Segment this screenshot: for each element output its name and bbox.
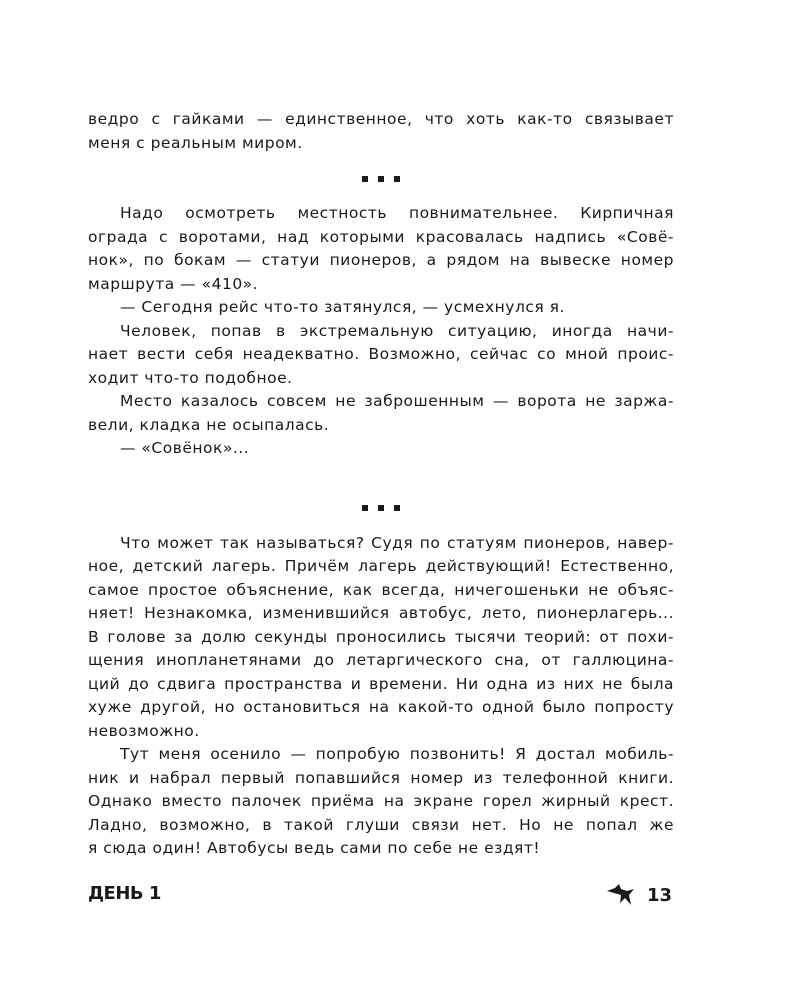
text-line: ходит что-то подобное.: [88, 368, 293, 387]
spacer: [88, 461, 674, 485]
text-line: я сюда один! Автобусы ведь сами по себе не ездят!: [88, 839, 541, 857]
text-line: Тут меня осенило — попробую позвонить! Я достал мобиль-: [120, 745, 674, 763]
section-separator: [88, 485, 674, 532]
text-line: ведро с гайками — единственное, что хоть как-то связывает: [88, 110, 674, 128]
separator-dot: [362, 176, 368, 182]
separator-dot: [394, 176, 400, 182]
text-line: маршрута — «410».: [88, 274, 259, 293]
text-line: Ладно, возможно, в такой глуши связи нет. Но не попал же: [88, 815, 674, 834]
text-line: Что может так называться? Судя по статуям пионеров, навер-: [120, 533, 674, 552]
text-line: няет! Незнакомка, изменившийся автобус, лето, пионерлагерь...: [88, 604, 674, 622]
page-number: 13: [646, 884, 672, 906]
text-line: Место казалось совсем не заброшенным — ворота не заржа-: [120, 392, 674, 410]
text-line: самое простое объяснение, как всегда, ничегошеньки не объяс-: [88, 580, 674, 599]
text-line: ное, детский лагерь. Причём лагерь действующий! Естественно,: [88, 557, 674, 575]
chapter-title: ДЕНЬ 1: [88, 883, 161, 904]
text-line: щения инопланетянами до летаргического сна, от галлюцина-: [88, 651, 674, 669]
owl-icon: [605, 883, 637, 907]
text-line: хуже другой, но остановиться на какой-то одной было попросту: [88, 698, 674, 716]
page-footer: [88, 880, 672, 910]
section-separator: [88, 155, 674, 202]
page-number-group: [605, 883, 672, 907]
page-body: [88, 108, 674, 861]
separator-dot: [378, 176, 384, 182]
text-line: нает вести себя неадекватно. Возможно, сейчас со мной проис-: [88, 345, 674, 363]
text-line: ник и набрал первый попавшийся номер из телефонной книги.: [88, 768, 674, 787]
text-line: Надо осмотреть местность повнимательнее. Кирпичная: [120, 204, 674, 222]
text-line: нок», по бокам — статуи пионеров, а рядом на вывеске номер: [88, 251, 674, 269]
text-line: вели, кладка не осыпалась.: [88, 415, 330, 434]
text-line: ограда с воротами, над которыми красовалась надпись «Совё-: [88, 227, 674, 246]
text-line: Человек, попав в экстремальную ситуацию, иногда начи-: [120, 321, 674, 340]
text-line: — Сегодня рейс что-то затянулся, — усмехнулся я.: [120, 298, 565, 316]
text-line: — «Совёнок»...: [120, 439, 250, 457]
text-line: невозможно.: [88, 721, 200, 740]
text-line: В голове за долю секунды проносились тысячи теорий: от похи-: [88, 627, 674, 646]
text-line: ций до сдвига пространства и времени. Ни одна из них не была: [88, 674, 674, 693]
separator-dot: [394, 505, 400, 511]
text-line: Однако вместо палочек приёма на экране горел жирный крест.: [88, 792, 674, 810]
separator-dot: [378, 505, 384, 511]
text-line: меня с реальным миром.: [88, 133, 303, 152]
separator-dot: [362, 505, 368, 511]
